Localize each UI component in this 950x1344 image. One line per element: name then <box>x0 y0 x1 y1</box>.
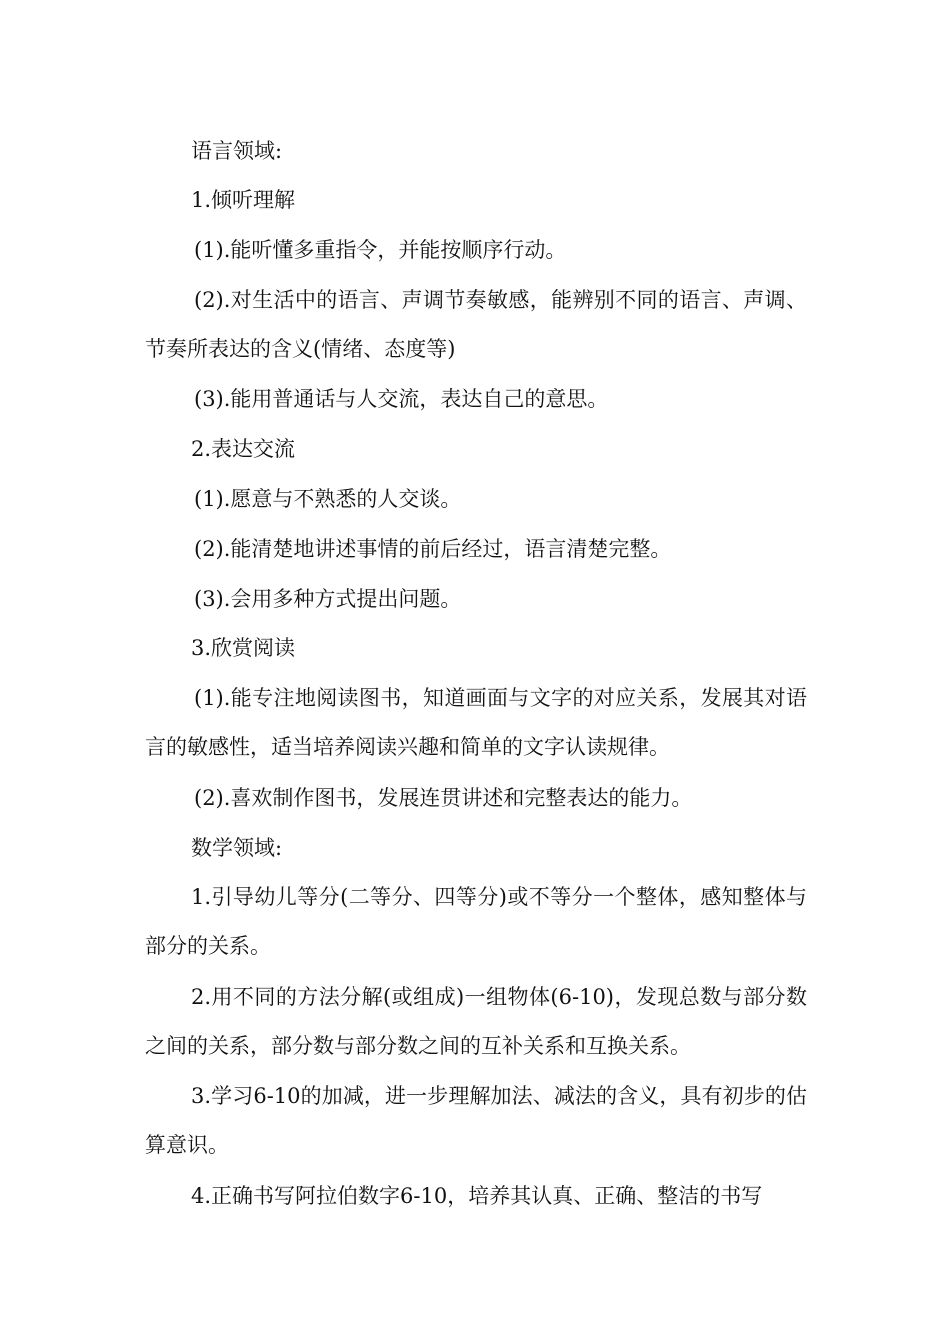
paragraph-expression-3: (3).会用多种方式提出问题。 <box>194 587 462 611</box>
paragraph-math-3: 3.学习6-10的加减，进一步理解加法、减法的含义，具有初步的估算意识。 <box>145 1084 807 1157</box>
subsection-listening: 1.倾听理解 <box>191 188 296 212</box>
section-heading-math: 数学领域: <box>191 836 283 860</box>
subsection-reading: 3.欣赏阅读 <box>191 636 296 660</box>
section-heading-language: 语言领域: <box>191 139 283 163</box>
paragraph-reading-2: (2).喜欢制作图书，发展连贯讲述和完整表达的能力。 <box>194 786 693 810</box>
subsection-expression: 2.表达交流 <box>191 437 296 461</box>
paragraph-reading-1: (1).能专注地阅读图书，知道画面与文字的对应关系，发展其对语言的敏感性，适当培养阅读兴趣和简单的文字认读规律。 <box>145 686 807 759</box>
paragraph-expression-2: (2).能清楚地讲述事情的前后经过，语言清楚完整。 <box>194 537 672 561</box>
paragraph-listening-3: (3).能用普通话与人交流，表达自己的意思。 <box>194 387 609 411</box>
paragraph-expression-1: (1).愿意与不熟悉的人交谈。 <box>194 487 462 511</box>
paragraph-listening-2: (2).对生活中的语言、声调节奏敏感，能辨别不同的语言、声调、节奏所表达的含义(情绪、态度等) <box>145 288 807 361</box>
paragraph-math-4: 4.正确书写阿拉伯数字6-10，培养其认真、正确、整洁的书写 <box>191 1184 763 1208</box>
paragraph-math-1: 1.引导幼儿等分(二等分、四等分)或不等分一个整体，感知整体与部分的关系。 <box>145 885 807 958</box>
paragraph-listening-1: (1).能听懂多重指令，并能按顺序行动。 <box>194 238 567 262</box>
paragraph-math-2: 2.用不同的方法分解(或组成)一组物体(6-10)，发现总数与部分数之间的关系，部分数与部分数之间的互补关系和互换关系。 <box>145 985 807 1058</box>
